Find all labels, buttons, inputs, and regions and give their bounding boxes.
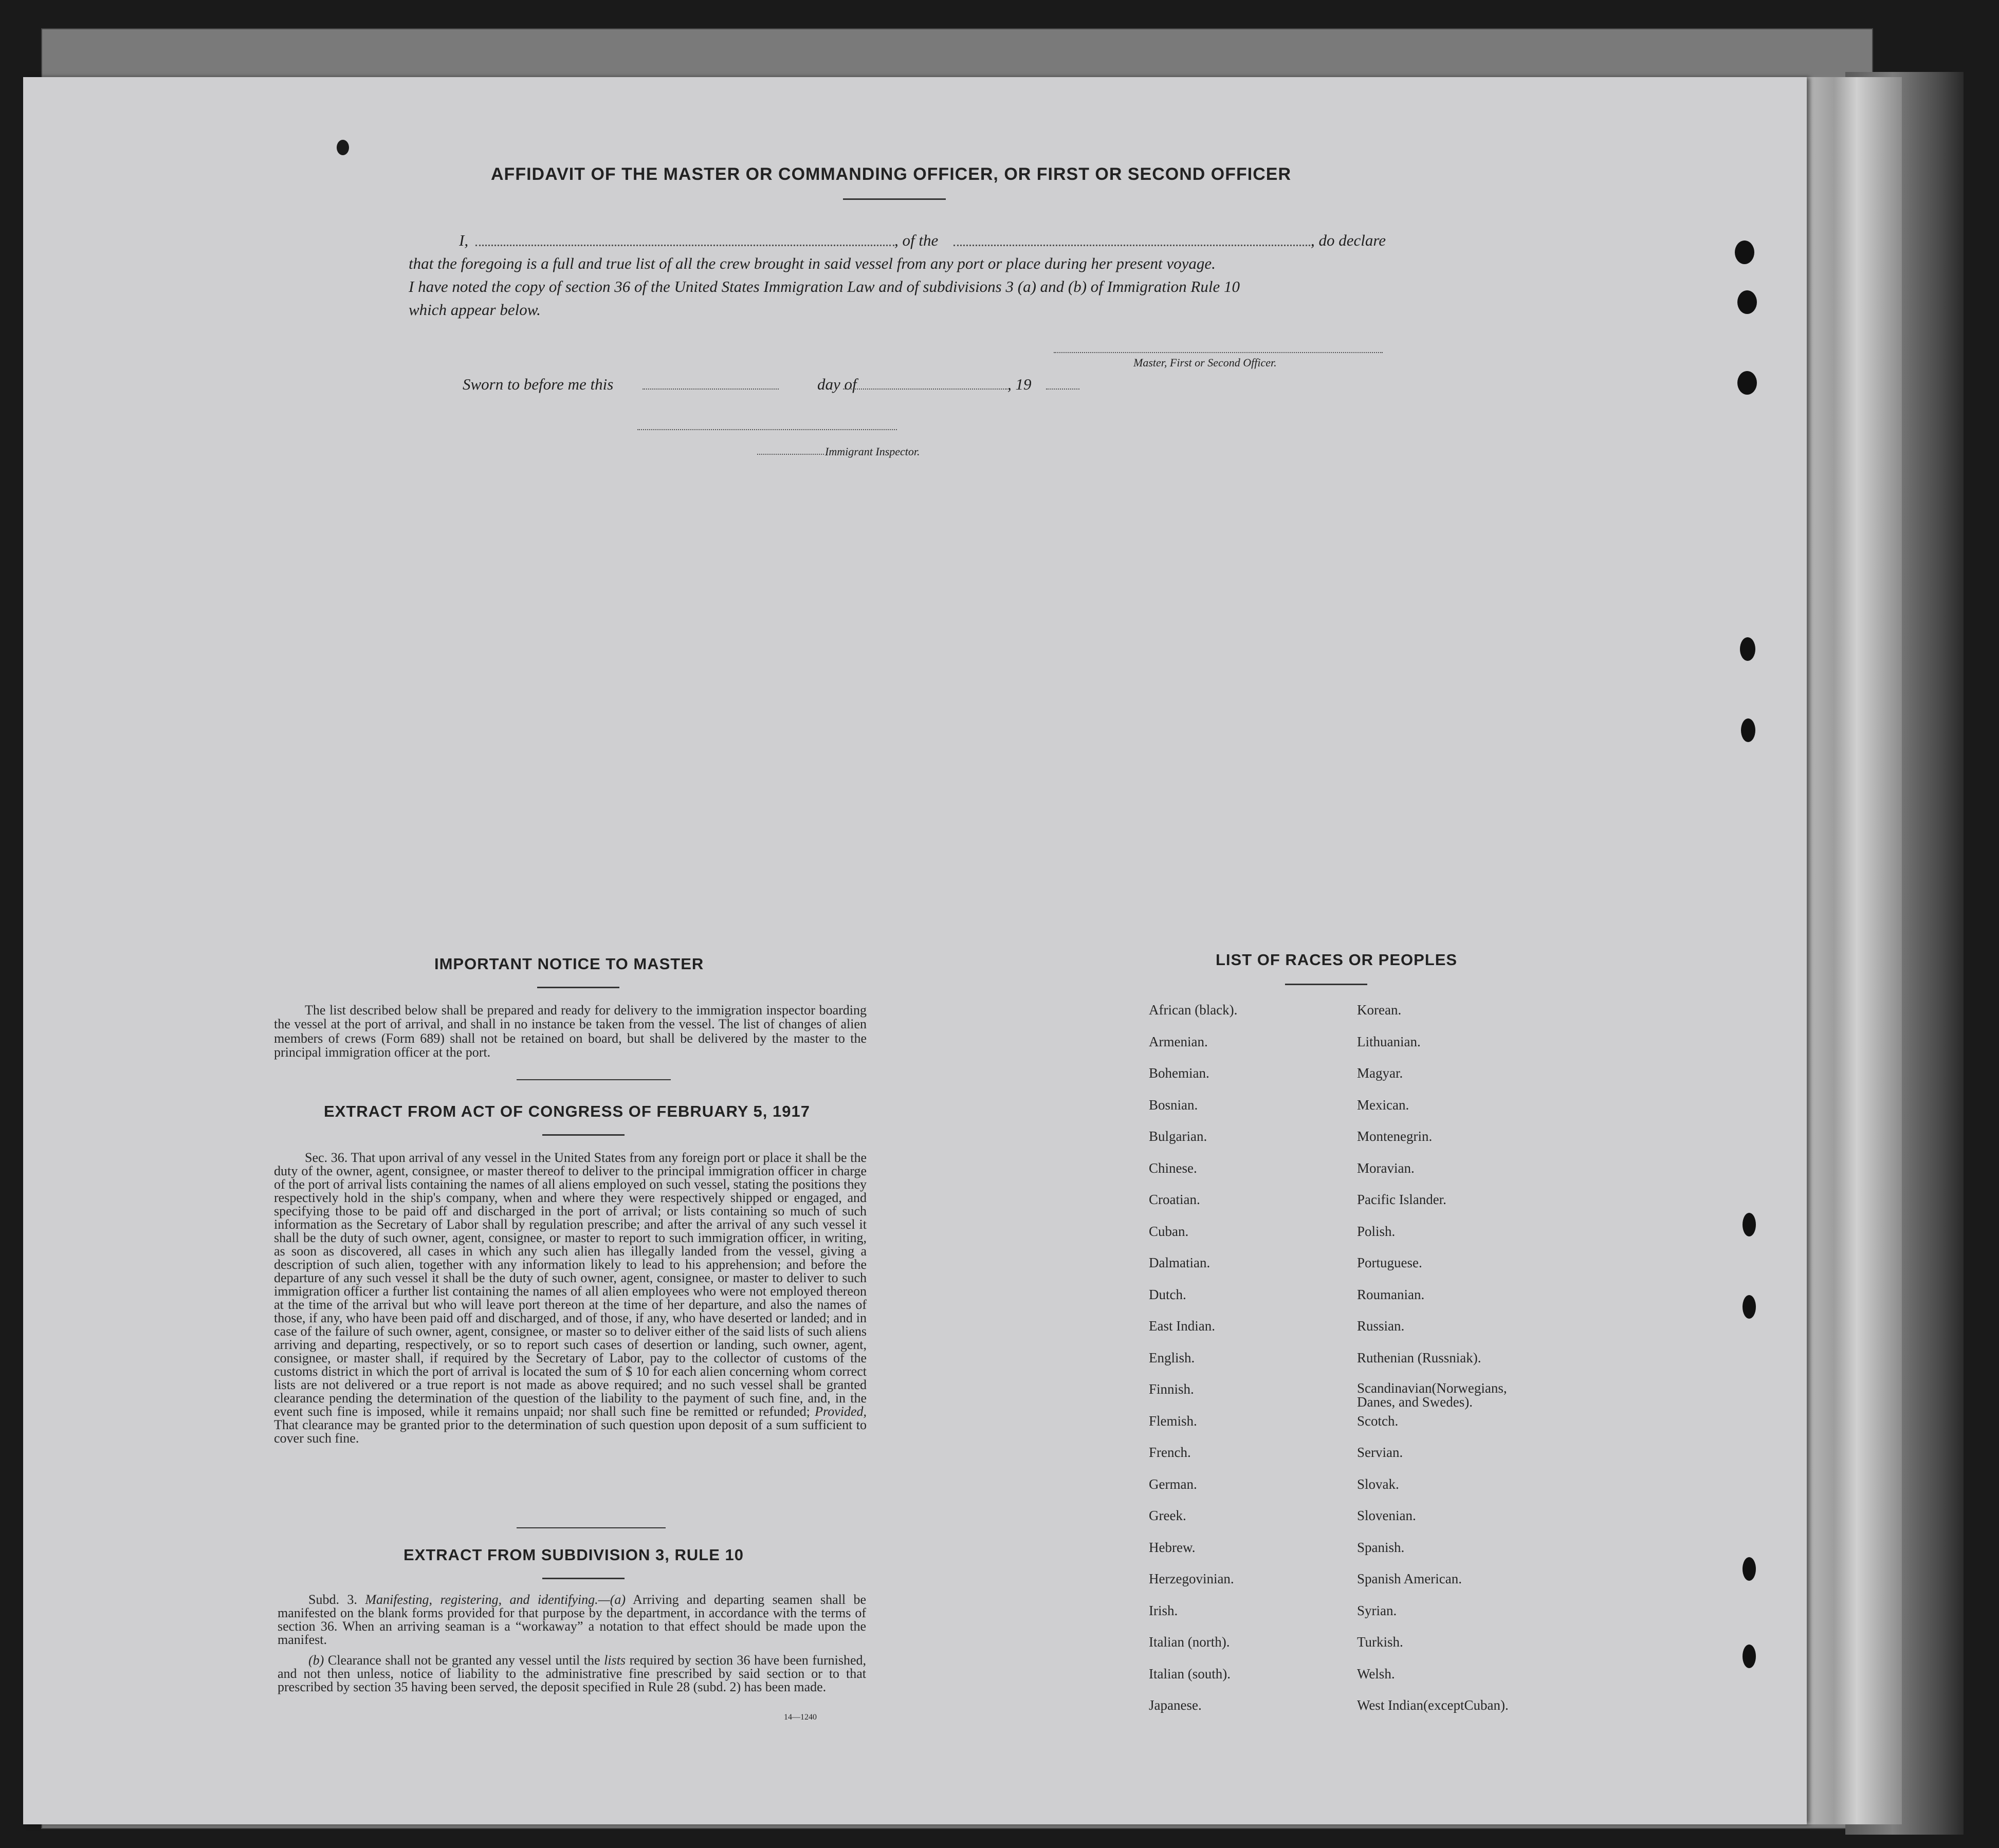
races-title-rule: [1285, 984, 1367, 985]
inspector-signature-field-short[interactable]: [757, 454, 824, 455]
race-item: Roumanian.: [1357, 1286, 1425, 1302]
notice-title: IMPORTANT NOTICE TO MASTER: [434, 955, 704, 973]
notice-end-rule: [517, 1079, 671, 1080]
race-item: Pacific Islander.: [1357, 1192, 1446, 1207]
act-body-end: That clearance may be granted prior to the determination of such question upon deposit of a sum sufficient to cover such fine.: [274, 1417, 867, 1446]
race-item: West Indian(exceptCuban).: [1357, 1697, 1509, 1713]
race-item: Greek.: [1149, 1508, 1186, 1523]
rule10-subd-label: Subd. 3.: [308, 1592, 357, 1607]
race-item: Welsh.: [1357, 1666, 1395, 1681]
binder-hole: [1735, 241, 1754, 264]
binder-hole: [1743, 1644, 1756, 1668]
race-item: Portuguese.: [1357, 1255, 1422, 1270]
race-item: Dutch.: [1149, 1286, 1186, 1302]
binder-hole: [1743, 1557, 1756, 1581]
name-field[interactable]: [475, 245, 894, 246]
binder-hole: [1741, 718, 1755, 742]
master-signature-caption: Master, First or Second Officer.: [1133, 356, 1277, 369]
affidavit-do-declare-label: , do declare: [1311, 231, 1386, 249]
race-item: Scandinavian(Norwegians, Danes, and Swedes).: [1357, 1380, 1507, 1410]
affidavit-i-label: I,: [459, 231, 469, 249]
race-item: Montenegrin.: [1357, 1129, 1433, 1144]
race-item: Bulgarian.: [1149, 1129, 1207, 1144]
race-item: Flemish.: [1149, 1413, 1197, 1429]
race-item: Syrian.: [1357, 1602, 1397, 1618]
rule10-lists-label: lists: [604, 1653, 626, 1668]
binder-hole: [1743, 1295, 1756, 1319]
inspector-signature-field[interactable]: [637, 429, 897, 430]
rule10-text-b: [278, 1654, 866, 1694]
sworn-month-field[interactable]: [843, 389, 1007, 390]
races-left-column: [1149, 1002, 1237, 1729]
rule10-text-a: [278, 1593, 866, 1647]
race-item: Polish.: [1357, 1223, 1396, 1239]
document-page: [23, 77, 1807, 1824]
notice-title-rule: [537, 987, 619, 988]
race-item: Finnish.: [1149, 1381, 1194, 1397]
rule10-subd-heading: Manifesting, registering, and identifying.—(a): [365, 1592, 626, 1607]
notice-text: The list described below shall be prepared and ready for delivery to the immigration inspector boarding the vessel at the port of arrival, and shall in no instance be taken from the vessel. The list of changes of alien members of crews (Form 689) shall not be retained on board, but shall be delivered by the master to the principal immigration officer at the port.: [274, 1003, 867, 1060]
race-item: Italian (north).: [1149, 1634, 1230, 1650]
year-label: , 19: [1007, 375, 1032, 393]
race-item: East Indian.: [1149, 1318, 1215, 1334]
race-item: Lithuanian.: [1357, 1033, 1421, 1049]
race-item: Japanese.: [1149, 1697, 1202, 1713]
rule10-title-rule: [542, 1578, 625, 1579]
race-item: Slovenian.: [1357, 1508, 1416, 1523]
race-item: Hebrew.: [1149, 1539, 1196, 1555]
sworn-year-field[interactable]: [1046, 389, 1079, 390]
race-item: Croatian.: [1149, 1192, 1200, 1207]
affidavit-body-line2: I have noted the copy of section 36 of the United States Immigration Law and of subdivisions 3 (a) and (b) of Immigration Rule 10: [409, 278, 1240, 295]
act-text: [274, 1151, 867, 1445]
races-title: LIST OF RACES OR PEOPLES: [1216, 951, 1458, 969]
sworn-label: Sworn to before me this: [463, 375, 614, 393]
race-item: English.: [1149, 1350, 1195, 1365]
race-item: Cuban.: [1149, 1223, 1189, 1239]
race-item: Chinese.: [1149, 1160, 1197, 1176]
day-of-label: day of: [817, 375, 857, 393]
race-item: Spanish.: [1357, 1539, 1405, 1555]
rule10-b-label: (b): [308, 1653, 324, 1668]
race-item: Scotch.: [1357, 1413, 1399, 1429]
act-body: That upon arrival of any vessel in the United States from any foreign port or place it shall be the duty of the owner, agent, consignee, or master thereof to deliver to the principal immigration officer in charge of the port of arrival lists containing the names of all aliens employed on such vessel, stating the positions they respectively hold in the ship's company, when and where they were respectively shipped or engaged, and specifying those to be paid off and discharged in the port of arrival; or lists containing so much of such information as the Secretary of Labor shall by regulation prescribe; and after the arrival of any such vessel it shall be the duty of such owner, agent, consignee, or master to report to such immigration officer, in writing, as soon as discovered, all cases in which any such alien has illegally landed from the vessel, giving a description of such alien, together with any information likely to lead to his apprehension; and before the departure of any such vessel it shall be the duty of such owner, agent, consignee, or master to deliver to such immigration officer a further list containing the names of all alien employees who were not employed thereon at the time of the arrival but who will leave port thereon at the time of her departure, and also the names of those, if any, who have been paid off and discharged, and of those, if any, who have deserted or landed; and in case of the failure of such owner, agent, consignee, or master so to deliver either of the said lists of such aliens arriving and departing, respectively, or so to report such cases of desertion or landing, such owner, agent, consignee, or master shall, if required by the Secretary of Labor, pay to the collector of customs of the customs district in which the port of arrival is located the sum of $ 10 for each alien concerning whom correct lists are not delivered or a true report is not made as above required; and no such vessel shall be granted clearance pending the determination of the question of the liability to the payment of such fine, and, in the event such fine is imposed, while it remains unpaid; nor shall such fine be remitted or refunded;: [274, 1150, 867, 1419]
sworn-day-field[interactable]: [643, 389, 779, 390]
race-item: Ruthenian (Russniak).: [1357, 1350, 1481, 1365]
affidavit-title-rule: [843, 198, 946, 200]
inspector-caption: Immigrant Inspector.: [825, 445, 920, 458]
race-item: Bosnian.: [1149, 1097, 1198, 1113]
race-item: Slovak.: [1357, 1476, 1399, 1492]
binder-hole: [1737, 290, 1757, 314]
master-signature-field[interactable]: [1054, 352, 1383, 353]
race-item: Moravian.: [1357, 1160, 1415, 1176]
race-item: Bohemian.: [1149, 1065, 1209, 1081]
rule10-text-a-body: Arriving and departing seamen shall be manifested on the blank forms provided for that purpose by the department, in accordance with the terms of section 36. When an arriving seaman is a “workaway” a notation to that effect should be made upon the manifest.: [278, 1592, 867, 1647]
race-item: Russian.: [1357, 1318, 1405, 1334]
vessel-field[interactable]: [953, 245, 1313, 246]
binder-hole: [1743, 1213, 1756, 1236]
act-title: EXTRACT FROM ACT OF CONGRESS OF FEBRUARY 5, 1917: [324, 1102, 810, 1120]
race-item: Spanish American.: [1357, 1571, 1462, 1586]
rule10-text-b2: required by section 36 have been furnished, and not then unless, notice of liability to the administrative fine prescribed by said section or to that prescribed by section 35 having been served, the deposit specified in Rule 28 (subd. 2) has been made.: [278, 1653, 867, 1694]
act-sec-label: Sec. 36.: [305, 1150, 348, 1165]
race-item: German.: [1149, 1476, 1197, 1492]
race-item: French.: [1149, 1445, 1191, 1460]
act-end-rule: [517, 1527, 666, 1528]
rule10-title: EXTRACT FROM SUBDIVISION 3, RULE 10: [404, 1546, 744, 1564]
race-item: Irish.: [1149, 1602, 1178, 1618]
affidavit-of-the-label: , of the: [894, 231, 939, 249]
races-right-column: [1357, 1002, 1542, 1729]
binder-hole: [1740, 637, 1755, 661]
race-item: Servian.: [1357, 1445, 1403, 1460]
race-item: Turkish.: [1357, 1634, 1403, 1650]
act-provided-label: Provided,: [815, 1404, 867, 1419]
act-title-rule: [542, 1134, 625, 1136]
race-item: Armenian.: [1149, 1033, 1208, 1049]
race-item: Dalmatian.: [1149, 1255, 1211, 1270]
race-item: Herzegovinian.: [1149, 1571, 1234, 1586]
punch-mark: [337, 140, 349, 155]
race-item: Korean.: [1357, 1002, 1402, 1018]
race-item: Magyar.: [1357, 1065, 1403, 1081]
affidavit-body-line3: which appear below.: [409, 301, 541, 319]
binder-hole: [1737, 371, 1757, 395]
affidavit-body-line1: that the foregoing is a full and true list of all the crew brought in said vessel from any port or place during her present voyage.: [409, 254, 1216, 272]
affidavit-title: AFFIDAVIT OF THE MASTER OR COMMANDING OFFICER, OR FIRST OR SECOND OFFICER: [491, 164, 1291, 184]
race-item: Mexican.: [1357, 1097, 1409, 1113]
form-number: 14—1240: [784, 1713, 817, 1722]
race-item: Italian (south).: [1149, 1666, 1231, 1681]
race-item: African (black).: [1149, 1002, 1238, 1018]
rule10-text-b1: Clearance shall not be granted any vessel until the: [327, 1653, 600, 1668]
